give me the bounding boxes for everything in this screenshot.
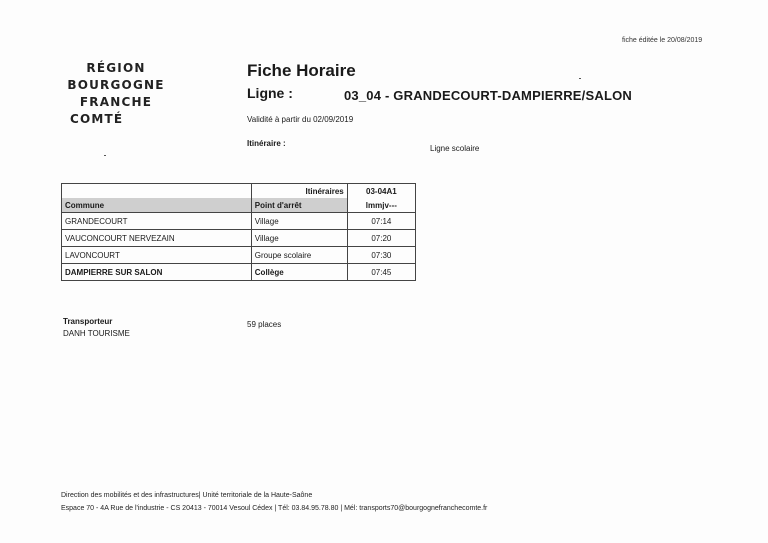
- ligne-value: 03_04 - GRANDECOURT-DAMPIERRE/SALON: [344, 88, 632, 103]
- places-count: 59 places: [247, 320, 282, 329]
- commune-cell: VAUCONCOURT NERVEZAIN: [62, 230, 252, 247]
- logo-line: BOURGOGNE: [67, 78, 165, 92]
- timetable: [61, 183, 416, 281]
- footer-line-1: Direction des mobilités et des infrastructures| Unité territoriale de la Haute-Saône: [61, 492, 313, 499]
- transporteur-label: Transporteur: [63, 317, 113, 326]
- commune-header: Commune: [62, 198, 252, 213]
- table-row: [62, 264, 416, 281]
- commune-cell: GRANDECOURT: [62, 213, 252, 230]
- logo-line: FRANCHE: [79, 95, 153, 109]
- table-row: [62, 230, 416, 247]
- days-header: lmmjv---: [347, 198, 415, 213]
- arret-header: Point d'arrêt: [251, 198, 347, 213]
- transporteur-name: DANH TOURISME: [63, 329, 130, 338]
- scan-speck: [104, 155, 106, 156]
- table-row: [62, 247, 416, 264]
- time-cell: 07:45: [347, 264, 415, 281]
- arret-cell: Groupe scolaire: [251, 247, 347, 264]
- scan-speck: [579, 78, 581, 79]
- time-cell: 07:14: [347, 213, 415, 230]
- logo-line: RÉGION: [86, 61, 146, 75]
- footer-line-2: Espace 70 - 4A Rue de l'industrie - CS 20413 - 70014 Vesoul Cédex | Tél: 03.84.95.78.80 | Mél: transports70@bourgognefranchecomte.fr: [61, 505, 488, 512]
- validity-date: Validité à partir du 02/09/2019: [247, 115, 354, 124]
- itineraire-label: Itinéraire :: [247, 139, 286, 148]
- arret-cell: Collège: [251, 264, 347, 281]
- itineraires-header: Itinéraires: [251, 184, 347, 199]
- course-code: 03-04A1: [347, 184, 415, 199]
- table-header-row: [62, 184, 416, 199]
- commune-cell: DAMPIERRE SUR SALON: [62, 264, 252, 281]
- time-cell: 07:20: [347, 230, 415, 247]
- table-row: [62, 213, 416, 230]
- logo-line: COMTÉ: [70, 112, 124, 126]
- itineraire-value: Ligne scolaire: [430, 144, 480, 153]
- table-corner: [62, 184, 252, 199]
- commune-cell: LAVONCOURT: [62, 247, 252, 264]
- region-logo: [66, 60, 166, 128]
- time-cell: 07:30: [347, 247, 415, 264]
- edit-date: fiche éditée le 20/08/2019: [622, 37, 703, 44]
- ligne-label: Ligne :: [247, 85, 293, 101]
- arret-cell: Village: [251, 230, 347, 247]
- table-header-row: [62, 198, 416, 213]
- page-title: Fiche Horaire: [247, 61, 356, 80]
- arret-cell: Village: [251, 213, 347, 230]
